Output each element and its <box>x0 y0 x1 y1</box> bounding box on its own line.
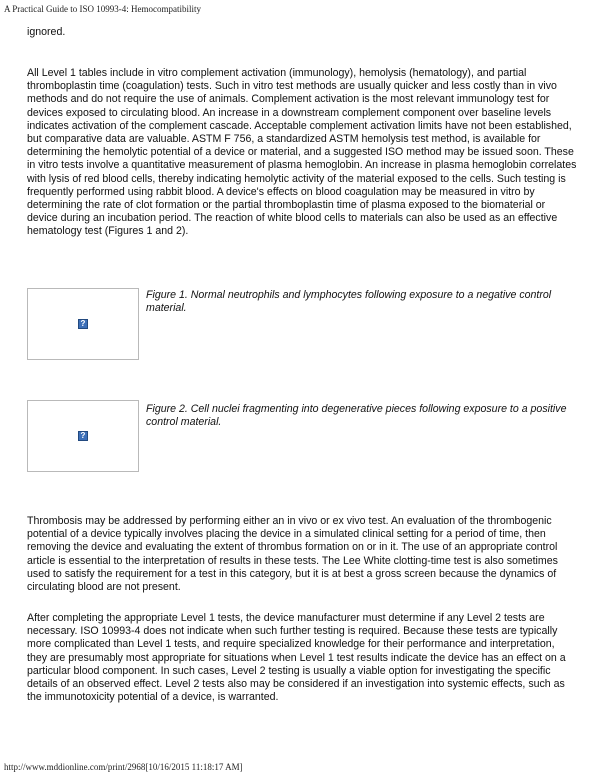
page-header-title: A Practical Guide to ISO 10993-4: Hemocompatibility <box>4 4 201 14</box>
figure-1-image-placeholder <box>27 288 139 360</box>
paragraph-level1-tests: All Level 1 tables include in vitro complement activation (immunology), hemolysis (hematology), and partial thromboplastin time (coagulation) tests. Such in vitro test methods are usually quicker and less costly than in vivo methods and do not require the use of animals. Complement activation is the most relevant immunology test for devices exposed to circulating blood. An increase in a downstream complement component over baseline levels indicates activation of the complement cascade. Acceptable complement activation limits have not been established, but comparative data are valuable. ASTM F 756, a standardized ASTM hemolysis test method, is available for determining the hemolytic potential of a device or material, and a suggested ISO method may be issued soon. These in vitro tests involve a quantitative measurement of plasma hemoglobin. An increase in plasma hemoglobin correlates with lysis of red blood cells, thereby indicating hemolytic activity of the material exposed to the cells. Such testing is frequently performed using rabbit blood. A device's effects on blood coagulation may be measured in vitro by determining the rate of clot formation or the partial thromboplastin time of plasma exposed to the biomaterial or device during an incubation period. The reaction of white blood cells to materials can also be used as an effective hematology test (Figures 1 and 2). <box>27 67 577 238</box>
broken-image-icon: ? <box>78 431 88 441</box>
page-footer-url: http://www.mddionline.com/print/2968[10/16/2015 11:18:17 AM] <box>4 762 243 772</box>
figure-2-caption: Figure 2. Cell nuclei fragmenting into degenerative pieces following exposure to a positive control material. <box>146 403 567 429</box>
broken-image-icon: ? <box>78 319 88 329</box>
figure-1-caption: Figure 1. Normal neutrophils and lymphocytes following exposure to a negative control material. <box>146 289 552 315</box>
paragraph-level2-tests: After completing the appropriate Level 1 tests, the device manufacturer must determine if any Level 2 tests are necessary. ISO 10993-4 does not indicate when such further testing is required. Because these tests are typically more complicated than Level 1 tests, and require specialized knowledge for their performance and interpretation, they are presumably most appropriate for situations when Level 1 test results indicate the device has an effect on a particular blood component. In such cases, Level 2 testing is usually a viable option for investigating the specific details of an observed effect. Level 2 tests also may be considered if an investigation into systemic effects, such as the immunotoxicity potential of a device, is warranted. <box>27 612 566 704</box>
figure-2-image-placeholder <box>27 400 139 472</box>
paragraph-thrombosis: Thrombosis may be addressed by performing either an in vivo or ex vivo test. An evaluation of the thrombogenic potential of a device typically involves placing the device in a simulated clinical setting for a period of time, then removing the device and evaluating the extent of thrombus formation on or in it. The use of an appropriate control article is essential to the interpretation of results in these tests. The Lee White clotting-time test is also sometimes used to satisfy the requirement for a test in this category, but it is at best a gross screen because the dynamics of circulating blood are not present. <box>27 515 558 594</box>
paragraph-continuation: ignored. <box>27 26 66 38</box>
